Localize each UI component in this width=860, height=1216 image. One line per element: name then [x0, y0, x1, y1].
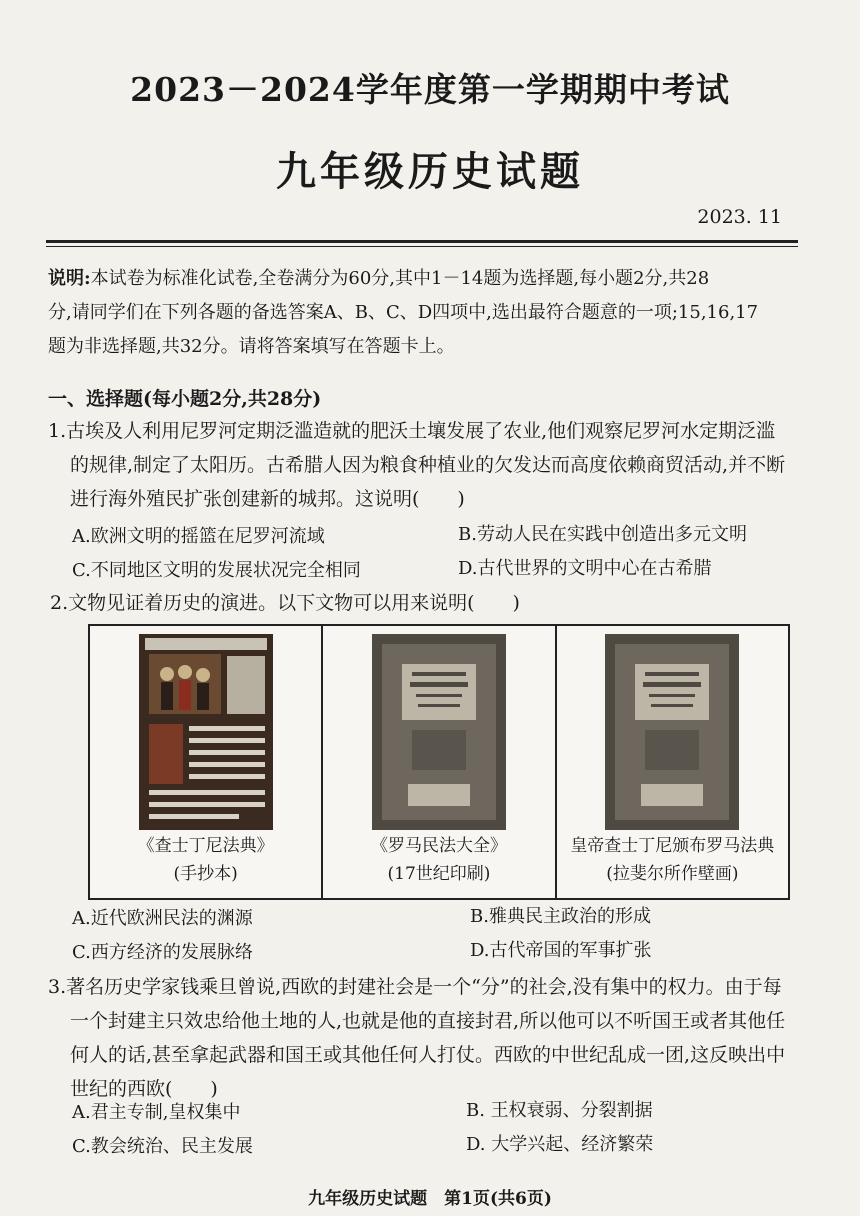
header-rule-thick — [46, 240, 798, 243]
instructions — [48, 262, 808, 364]
artifact-caption — [323, 832, 554, 888]
caption-title: 皇帝查士丁尼颁布罗马法典 — [570, 836, 775, 856]
question-3 — [48, 970, 810, 1106]
instructions-label: 说明: — [48, 268, 91, 289]
option-d: D. 大学兴起、经济繁荣 — [466, 1134, 654, 1155]
exam-title: 2023－2024学年度第一学期期中考试 — [130, 70, 730, 109]
option-c: C.不同地区文明的发展状况完全相同 — [72, 560, 361, 581]
option-a: A.近代欧洲民法的渊源 — [72, 908, 253, 929]
option-c: C.西方经济的发展脉络 — [72, 942, 253, 963]
caption-note: (17世纪印刷) — [387, 864, 491, 884]
header-rule-thin — [46, 246, 798, 247]
option-a: A.欧洲文明的摇篮在尼罗河流域 — [72, 526, 325, 547]
option-d: D.古代世界的文明中心在古希腊 — [458, 558, 712, 579]
option-b: B.劳动人民在实践中创造出多元文明 — [458, 524, 747, 545]
question-1 — [48, 414, 810, 516]
artifact-cell-2 — [323, 626, 556, 898]
artifact-cell-1 — [90, 626, 323, 898]
section-heading: 一、选择题(每小题2分,共28分) — [48, 388, 322, 410]
fresco-image — [605, 634, 739, 830]
question-text: 进行海外殖民扩张创建新的城邦。这说明( ) — [70, 488, 465, 510]
exam-date: 2023. 11 — [697, 206, 782, 228]
manuscript-image — [139, 634, 273, 830]
question-2: 2.文物见证着历史的演进。以下文物可以用来说明( ) — [50, 592, 520, 614]
option-b: B. 王权衰弱、分裂割据 — [466, 1100, 653, 1121]
question-text: 的规律,制定了太阳历。古希腊人因为粮食种植业的欠发达而高度依赖商贸活动,并不断 — [70, 454, 786, 476]
caption-title: 《罗马民法大全》 — [370, 836, 507, 856]
artifact-caption — [557, 832, 788, 888]
instructions-line: 分,请同学们在下列各题的备选答案A、B、C、D四项中,选出最符合题意的一项;15,16,17 — [48, 302, 759, 323]
printed-book-image — [372, 634, 506, 830]
artifact-cell-3 — [557, 626, 788, 898]
page-footer: 九年级历史试题 第1页(共6页) — [308, 1189, 552, 1209]
subject-title: 九年级历史试题 — [276, 148, 584, 195]
option-b: B.雅典民主政治的形成 — [470, 906, 651, 927]
option-c: C.教会统治、民主发展 — [72, 1136, 253, 1157]
option-d: D.古代帝国的军事扩张 — [470, 940, 652, 961]
instructions-line: 题为非选择题,共32分。请将答案填写在答题卡上。 — [48, 336, 455, 357]
question-text: 何人的话,甚至拿起武器和国王或其他任何人打仗。西欧的中世纪乱成一团,这反映出中 — [70, 1044, 786, 1066]
artifact-figure — [88, 624, 790, 900]
option-a: A.君主专制,皇权集中 — [72, 1102, 241, 1123]
question-text: 世纪的西欧( ) — [70, 1078, 218, 1100]
question-text: 3.著名历史学家钱乘旦曾说,西欧的封建社会是一个“分”的社会,没有集中的权力。由于每 — [48, 976, 782, 998]
caption-note: (手抄本) — [173, 864, 238, 884]
question-text: 1.古埃及人利用尼罗河定期泛滥造就的肥沃土壤发展了农业,他们观察尼罗河水定期泛滥 — [48, 420, 776, 442]
caption-title: 《查士丁尼法典》 — [137, 836, 274, 856]
question-text: 一个封建主只效忠给他土地的人,也就是他的直接封君,所以他可以不听国王或者其他任 — [70, 1010, 786, 1032]
artifact-caption — [90, 832, 321, 888]
caption-note: (拉斐尔所作壁画) — [606, 864, 739, 884]
instructions-line: 本试卷为标准化试卷,全卷满分为60分,其中1－14题为选择题,每小题2分,共28 — [90, 268, 710, 289]
